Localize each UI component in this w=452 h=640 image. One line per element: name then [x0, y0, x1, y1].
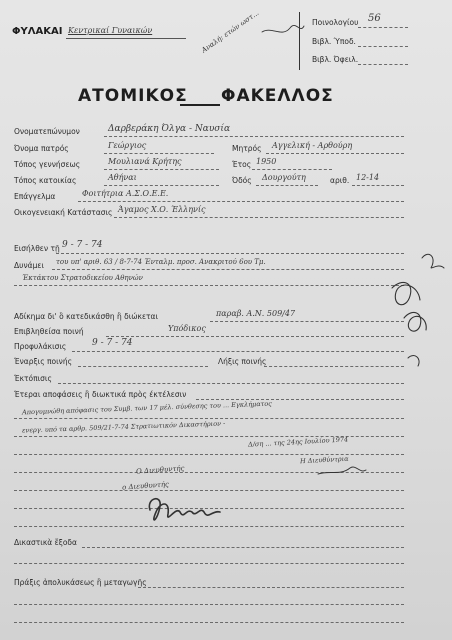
- prison-value: Κεντρικαί Γυναικών: [68, 26, 153, 35]
- birthplace-value: Μουλιανά Κρήτης: [108, 157, 182, 166]
- margin-scribble-4: [408, 356, 419, 366]
- notes-text-3: Δ/ση ... της 24ης Ιουλίου 1974: [247, 435, 349, 449]
- prison-label: ΦΥΛΑΚΑΙ: [12, 26, 63, 37]
- stamp-text-1: Ο Διευθυντής: [135, 464, 185, 476]
- book-convict-label: Βιβλ. Όφειλ.: [312, 55, 359, 64]
- occupation-value: Φοιτήτρια Α.Σ.Ο.Ε.Ε.: [82, 189, 169, 198]
- stamp-text-2: ο Διευθυντής: [121, 480, 170, 492]
- ledger-number: 56: [368, 13, 381, 24]
- notes-text-2: ενεργ. υπό τα αρθρ. 509/21-7-74 Στρατιωτικόν Δικαστήριον -: [21, 419, 226, 435]
- header-scribble: [262, 25, 304, 32]
- street-label: Όδός: [232, 176, 252, 185]
- mother-label: Μητρός: [232, 144, 262, 153]
- custody-value: 9 - 7 - 74: [92, 338, 133, 348]
- residence-value: Αθήναι: [108, 173, 137, 182]
- start-label: Έναρξις ποινής: [14, 357, 72, 366]
- court-exit-label: Δικαστικὰ ἔξοδα: [14, 538, 77, 547]
- entered-value: 9 - 7 - 74: [62, 240, 103, 250]
- fullname-value: Δαρβεράκη Όλγα - Ναυσία: [108, 124, 231, 134]
- birthplace-label: Τόπος γεννήσεως: [14, 160, 81, 169]
- margin-note: Αναλή: ετών ωστ...: [200, 8, 261, 55]
- margin-scribble-2: [404, 312, 426, 331]
- family-label: Οικογενειακή Κατάστασις: [14, 208, 113, 217]
- residence-label: Τόπος κατοικίας: [14, 176, 77, 185]
- father-label: Όνομα πατρός: [14, 144, 69, 153]
- offence-value: παραβ. Α.Ν. 509/47: [216, 309, 296, 318]
- title-left: ΑΤΟΜΙΚΟΣ: [78, 86, 188, 106]
- authority-value-2: Έκτάκτου Στρατοδικείου Αθηνών: [22, 274, 143, 282]
- margin-scribble-3: [422, 254, 444, 268]
- family-value: Άγαμος Χ.Ο. Έλληνίς: [118, 205, 206, 214]
- mother-value: Αγγελική - Αρθούρη: [272, 141, 353, 150]
- other-label: Έτεραι αποφάσεις ἢ διωκτικά πρὸς έκτέλεσιν: [14, 390, 187, 399]
- occupation-label: Επάγγελμα: [14, 192, 56, 201]
- book-defendant-label: Βιβλ. Ύποδ.: [312, 37, 356, 46]
- end-label: Λήξις ποινής: [218, 357, 267, 366]
- custody-label: Προφυλάκισις: [14, 342, 67, 351]
- penalty-value: Υπόδικος: [168, 324, 206, 333]
- number-value: 12-14: [356, 173, 380, 182]
- ledger-label: Ποινολογίου: [312, 18, 359, 27]
- penalty-label: Επιβληθείσα ποινή: [14, 327, 84, 336]
- year-value: 1950: [256, 157, 277, 166]
- father-value: Γεώργιος: [108, 141, 147, 150]
- authority-label: Δυνάμει: [14, 261, 44, 270]
- fullname-label: Ονοματεπώνυμον: [14, 127, 80, 136]
- release-label: Πράξις ἀπολυκάσεως ἢ μεταγωγῆς: [14, 578, 147, 587]
- served-label: Έκτόπισις: [14, 374, 52, 383]
- year-label: Έτος: [232, 160, 252, 169]
- notes-text-4: Η Διευθύντρια: [299, 454, 349, 466]
- title-right: ΦΑΚΕΛΛΟΣ: [221, 86, 334, 106]
- street-value: Δουργούτη: [262, 173, 306, 182]
- number-label: αριθ.: [330, 176, 350, 185]
- margin-scribble-1: [392, 282, 420, 304]
- entered-label: Εισήλθεν τῇ: [14, 244, 60, 253]
- signature-main: [149, 499, 220, 520]
- notes-text-1: Απογυμνώθη απόφασις του Συμβ. των 17 μέλ. σύνθεσης του ... Εγκλήματος: [21, 399, 272, 417]
- offence-label: Αδίκημα δι' ὃ κατεδικάσθη ἢ διώκεται: [14, 312, 158, 321]
- authority-value-1: του υπ' αριθ. 63 / 8-7-74 Ένταλμ. προσ. Ανακριτού 6ου Τμ.: [56, 258, 266, 266]
- signature-right: [318, 467, 366, 474]
